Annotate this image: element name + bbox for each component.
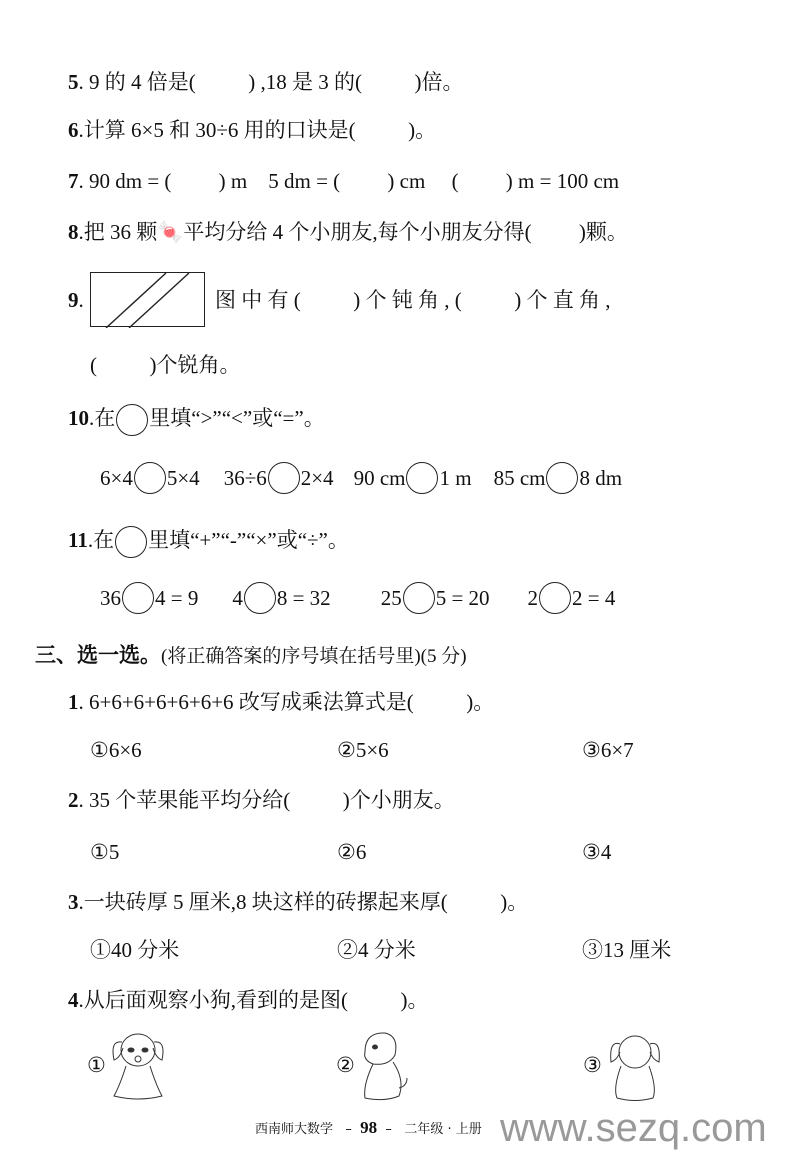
q-number: 7 xyxy=(68,169,79,193)
section-title: 三、选一选。 xyxy=(35,643,161,667)
diagonal-lines-icon xyxy=(91,273,206,328)
expr: 90 cm xyxy=(353,466,406,490)
q-text: .在 xyxy=(87,528,115,552)
page-number: 98 xyxy=(360,1118,378,1137)
page-footer xyxy=(255,1118,482,1138)
question-7 xyxy=(68,166,619,196)
answer-circle[interactable] xyxy=(268,462,300,494)
footer-grade: – 二年级 · 上册 xyxy=(377,1122,482,1137)
expr: 1 m xyxy=(439,466,472,490)
option-3[interactable]: ③ xyxy=(583,1053,602,1077)
expr: 36÷6 xyxy=(223,466,267,490)
expr: 4 = 9 xyxy=(155,586,199,610)
expr-group xyxy=(354,461,472,495)
option-1[interactable]: ①6×6 xyxy=(90,738,142,762)
question-8 xyxy=(68,217,628,247)
section-note: (将正确答案的序号填在括号里)(5 分) xyxy=(161,646,467,667)
answer-circle[interactable] xyxy=(244,582,276,614)
expr-group xyxy=(100,581,198,615)
expr: 8 = 32 xyxy=(276,586,331,610)
q9-text: 图 中 有 ( ) 个 钝 角 , ( ) 个 直 角 , xyxy=(215,288,611,312)
q11-items xyxy=(100,581,615,615)
option-2[interactable]: ② xyxy=(336,1053,355,1077)
q-text: . 35 个苹果能平均分给( )个小朋友。 xyxy=(78,788,455,812)
option-3[interactable]: ③13 厘米 xyxy=(582,938,672,962)
answer-circle[interactable] xyxy=(546,462,578,494)
expr: 4 xyxy=(232,586,243,610)
q-text: .一块砖厚 5 厘米,8 块这样的砖摞起来厚( )。 xyxy=(78,890,529,914)
dog-back-icon xyxy=(605,1030,665,1105)
q-number: 3 xyxy=(68,890,79,914)
q-text: . 6+6+6+6+6+6+6 改写成乘法算式是( )。 xyxy=(78,690,495,714)
option-1[interactable]: ①40 分米 xyxy=(90,938,180,962)
q-text: . 90 dm = ( ) m 5 dm = ( ) cm ( ) m = 100 cm xyxy=(78,169,620,193)
answer-circle[interactable] xyxy=(403,582,435,614)
choice-2 xyxy=(68,785,455,815)
dog-side-icon xyxy=(355,1030,415,1105)
circle-blank xyxy=(115,526,147,558)
expr: 8 dm xyxy=(579,466,623,490)
expr: 6×4 xyxy=(100,466,133,490)
footer-book: 西南师大数学 – xyxy=(255,1122,361,1137)
question-10 xyxy=(68,403,325,436)
expr: 2 xyxy=(527,586,539,610)
question-6 xyxy=(68,115,436,145)
q-number: 5 xyxy=(68,70,79,94)
q-number: 10 xyxy=(68,406,89,430)
answer-circle[interactable] xyxy=(539,582,571,614)
q-text: . 9 的 4 倍是( ) ,18 是 3 的( )倍。 xyxy=(78,70,464,94)
expr-group xyxy=(100,461,200,495)
circle-blank xyxy=(116,404,148,436)
q-text: .计算 6×5 和 30÷6 用的口诀是( )。 xyxy=(78,118,437,142)
expr: 36 xyxy=(100,586,121,610)
expr-group xyxy=(232,581,330,615)
expr-group xyxy=(381,581,490,615)
option-1[interactable]: ①5 xyxy=(90,840,120,864)
q-number: 1 xyxy=(68,690,79,714)
option-2[interactable]: ②4 分米 xyxy=(337,938,416,962)
expr: 5 = 20 xyxy=(435,586,490,610)
expr: 2 = 4 xyxy=(572,586,616,610)
expr-group xyxy=(528,581,616,615)
option-1[interactable]: ① xyxy=(87,1053,106,1077)
expr: 25 xyxy=(380,586,402,610)
q-text: .从后面观察小狗,看到的是图( )。 xyxy=(78,988,429,1012)
q-text: .把 36 颗🍬平均分给 4 个小朋友,每个小朋友分得( )颗。 xyxy=(78,220,628,244)
expr: 2×4 xyxy=(300,466,334,490)
q-text: 里填“>”“<”或“=”。 xyxy=(149,406,325,430)
q-number: 8 xyxy=(68,220,79,244)
question-9 xyxy=(68,285,84,315)
expr-group xyxy=(224,461,334,495)
q-dot: . xyxy=(78,288,84,312)
section-3-heading xyxy=(35,640,467,672)
q-number: 2 xyxy=(68,788,79,812)
answer-circle[interactable] xyxy=(122,582,154,614)
option-3[interactable]: ③4 xyxy=(582,840,612,864)
watermark: www.sezq.com xyxy=(500,1106,767,1150)
question-11 xyxy=(68,525,349,558)
q10-items xyxy=(100,461,622,495)
option-3[interactable]: ③6×7 xyxy=(582,738,634,762)
choice-1 xyxy=(68,687,494,717)
q-number: 6 xyxy=(68,118,79,142)
q-text: 里填“+”“-”“×”或“÷”。 xyxy=(148,528,349,552)
angle-figure xyxy=(90,272,205,327)
option-2[interactable]: ②5×6 xyxy=(337,738,389,762)
answer-circle[interactable] xyxy=(406,462,438,494)
expr-group xyxy=(494,461,623,495)
q-text: .在 xyxy=(89,406,116,430)
q-number: 9 xyxy=(68,288,79,312)
q-number: 4 xyxy=(68,988,79,1012)
choice-3 xyxy=(68,887,528,917)
expr: 5×4 xyxy=(166,466,200,490)
dog-front-icon xyxy=(108,1030,168,1105)
q9-text2: ( )个锐角。 xyxy=(90,353,241,377)
option-2[interactable]: ②6 xyxy=(337,840,367,864)
choice-4 xyxy=(68,985,429,1015)
q-number: 11 xyxy=(68,528,88,552)
question-5 xyxy=(68,67,463,97)
expr: 85 cm xyxy=(493,466,546,490)
answer-circle[interactable] xyxy=(134,462,166,494)
